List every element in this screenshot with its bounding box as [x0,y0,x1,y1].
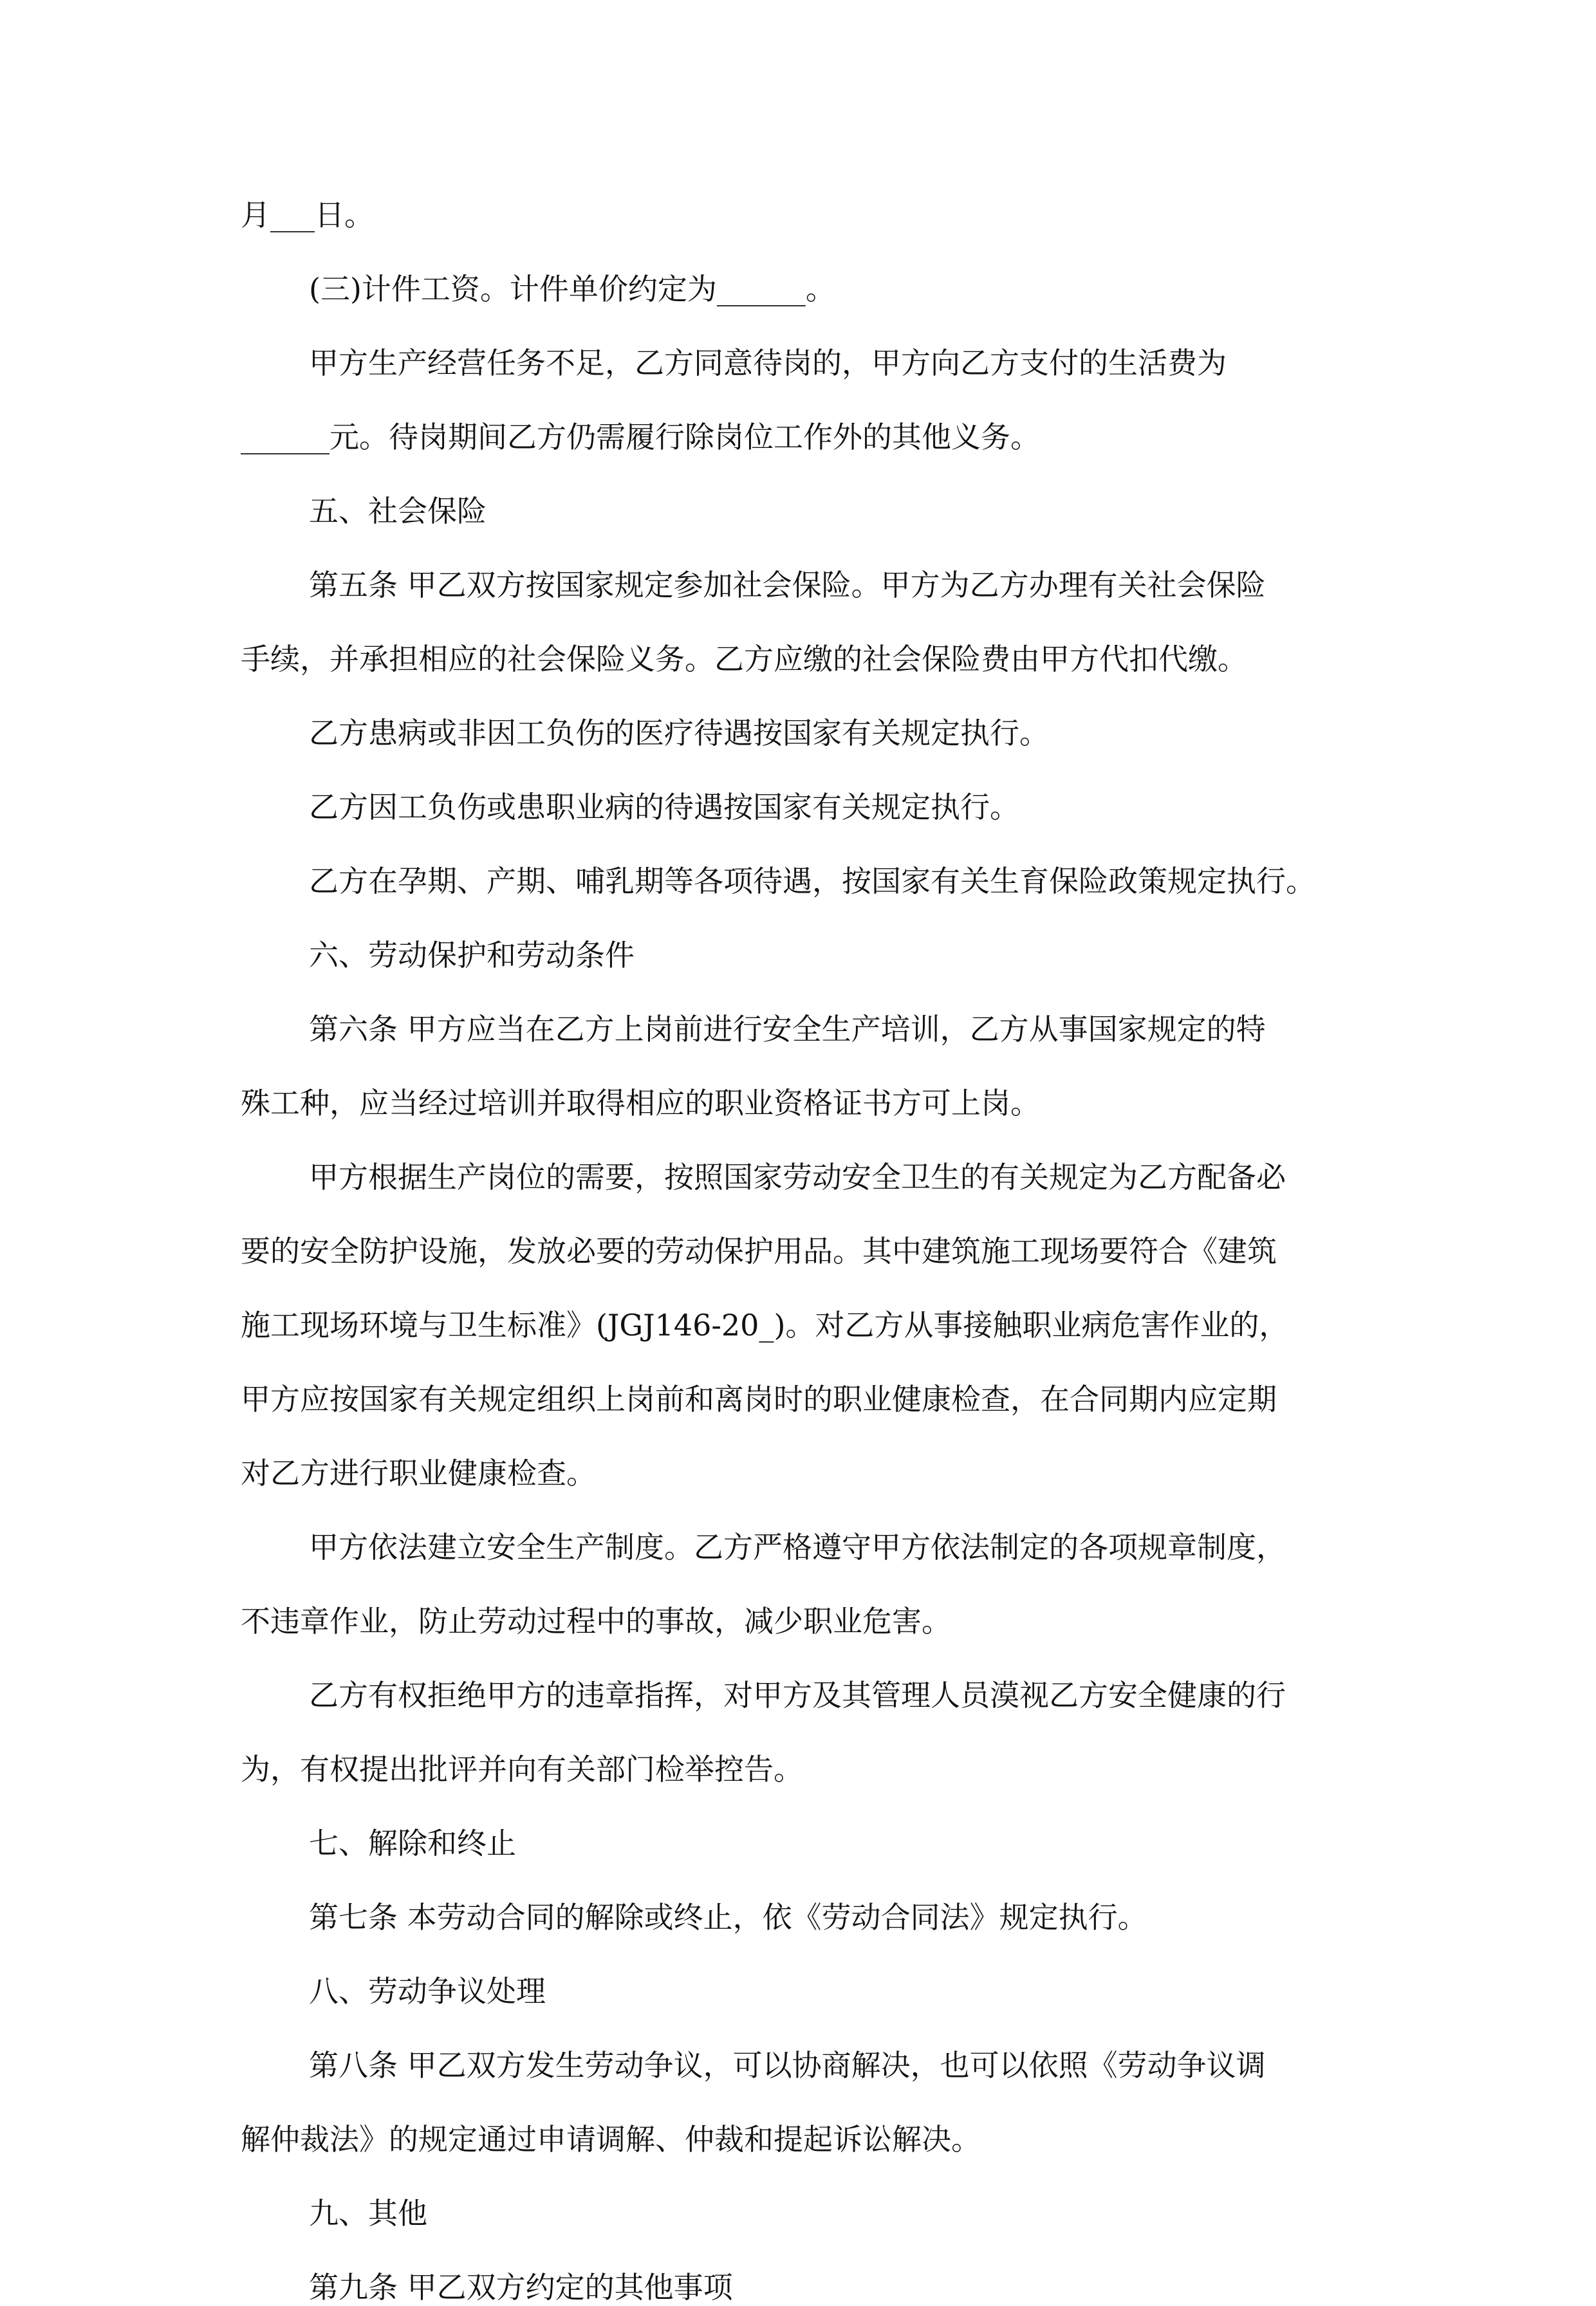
text-line: 要的安全防护设施，发放必要的劳动保护用品。其中建筑施工现场要符合《建筑 [241,1234,1277,1269]
text-line: 乙方有权拒绝甲方的违章指挥，对甲方及其管理人员漠视乙方安全健康的行 [309,1678,1286,1713]
text-line: 解仲裁法》的规定通过申请调解、仲裁和提起诉讼解决。 [241,2122,981,2157]
text-line: 甲方依法建立安全生产制度。乙方严格遵守甲方依法制定的各项规章制度， [309,1530,1286,1565]
section-heading: 八、劳动争议处理 [309,1974,546,2009]
text-line: 甲方应按国家有关规定组织上岗前和离岗时的职业健康检查，在合同期内应定期 [241,1382,1277,1417]
text-line: 乙方患病或非因工负伤的医疗待遇按国家有关规定执行。 [309,716,1049,750]
text-line: 甲方生产经营任务不足，乙方同意待岗的，甲方向乙方支付的生活费为 [309,346,1227,380]
text-line: ______元。待岗期间乙方仍需履行除岗位工作外的其他义务。 [241,420,1040,454]
text-line: 施工现场环境与卫生标准》(JGJ146-20_)。对乙方从事接触职业病危害作业的， [241,1308,1289,1343]
section-heading: 七、解除和终止 [309,1826,516,1861]
text-line: 不违章作业，防止劳动过程中的事故，减少职业危害。 [241,1604,951,1639]
text-line: 乙方在孕期、产期、哺乳期等各项待遇，按国家有关生育保险政策规定执行。 [309,864,1315,898]
text-line: 第五条 甲乙双方按国家规定参加社会保险。甲方为乙方办理有关社会保险 [309,568,1266,602]
text-line: (三)计件工资。计件单价约定为______。 [309,272,835,306]
text-line: 殊工种，应当经过培训并取得相应的职业资格证书方可上岗。 [241,1086,1040,1120]
section-heading: 九、其他 [309,2196,427,2231]
text-line: 第八条 甲乙双方发生劳动争议，可以协商解决，也可以依照《劳动争议调 [309,2048,1266,2083]
text-line: 月___日。 [241,198,374,232]
text-line: 为，有权提出批评并向有关部门检举控告。 [241,1752,803,1787]
text-line: 第六条 甲方应当在乙方上岗前进行安全生产培训，乙方从事国家规定的特 [309,1012,1266,1046]
section-heading: 五、社会保险 [309,494,487,528]
section-heading: 六、劳动保护和劳动条件 [309,938,635,972]
text-line: 甲方根据生产岗位的需要，按照国家劳动安全卫生的有关规定为乙方配备必 [309,1160,1286,1195]
text-line: 第七条 本劳动合同的解除或终止，依《劳动合同法》规定执行。 [309,1900,1147,1935]
text-line: 手续，并承担相应的社会保险义务。乙方应缴的社会保险费由甲方代扣代缴。 [241,642,1247,676]
text-line: 第九条 甲乙双方约定的其他事项 [309,2270,733,2305]
text-line: 乙方因工负伤或患职业病的待遇按国家有关规定执行。 [309,790,1019,824]
text-line: 对乙方进行职业健康检查。 [241,1456,596,1491]
document-body [241,196,1354,2306]
